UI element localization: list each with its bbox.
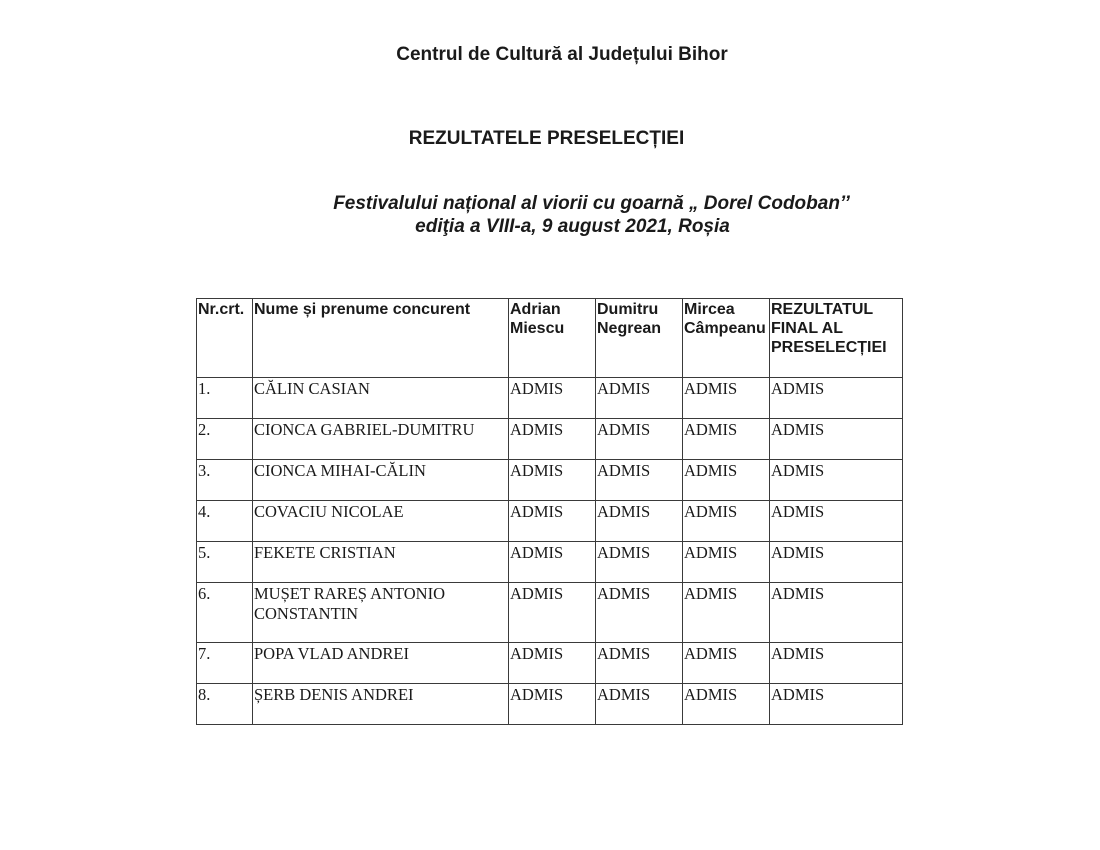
row-number: 8. [197,684,253,725]
judge-1-verdict: ADMIS [509,643,596,684]
results-table [196,298,903,725]
festival-name: Festivalului național al viorii cu goarnă „ Dorel Codoban’’ [333,193,850,214]
column-header-judge-1: Adrian Miescu [509,299,596,378]
final-result: ADMIS [770,501,903,542]
final-result: ADMIS [770,542,903,583]
table-row [197,643,903,684]
contestant-name: ȘERB DENIS ANDREI [253,684,509,725]
row-number: 6. [197,583,253,643]
table-row [197,542,903,583]
judge-3-verdict: ADMIS [683,460,770,501]
contestant-name: CIONCA MIHAI-CĂLIN [253,460,509,501]
final-result: ADMIS [770,583,903,643]
judge-2-verdict: ADMIS [596,460,683,501]
row-number: 1. [197,378,253,419]
judge-2-verdict: ADMIS [596,378,683,419]
contestant-name: CĂLIN CASIAN [253,378,509,419]
judge-2-verdict: ADMIS [596,583,683,643]
judge-2-verdict: ADMIS [596,501,683,542]
row-number: 3. [197,460,253,501]
judge-2-verdict: ADMIS [596,542,683,583]
table-row [197,460,903,501]
judge-2-verdict: ADMIS [596,643,683,684]
judge-1-verdict: ADMIS [509,419,596,460]
column-header-nr: Nr.crt. [197,299,253,378]
contestant-name: CIONCA GABRIEL-DUMITRU [253,419,509,460]
table-header-row [197,299,903,378]
judge-3-verdict: ADMIS [683,583,770,643]
judge-3-verdict: ADMIS [683,643,770,684]
contestant-name: POPA VLAD ANDREI [253,643,509,684]
contestant-name: MUȘET RAREȘ ANTONIO CONSTANTIN [253,583,509,643]
table-row [197,419,903,460]
judge-1-verdict: ADMIS [509,378,596,419]
institution-name: Centrul de Cultură al Județului Bihor [396,44,728,65]
table-row [197,684,903,725]
judge-1-verdict: ADMIS [509,583,596,643]
document-title: REZULTATELE PRESELECȚIEI [408,128,685,149]
final-result: ADMIS [770,419,903,460]
judge-3-verdict: ADMIS [683,684,770,725]
table-row [197,378,903,419]
column-header-judge-2: Dumitru Negrean [596,299,683,378]
judge-3-verdict: ADMIS [683,501,770,542]
judge-1-verdict: ADMIS [509,684,596,725]
judge-2-verdict: ADMIS [596,419,683,460]
judge-3-verdict: ADMIS [683,542,770,583]
table-row [197,583,903,643]
column-header-judge-3: Mircea Câmpeanu [683,299,770,378]
row-number: 4. [197,501,253,542]
table-row [197,501,903,542]
judge-1-verdict: ADMIS [509,501,596,542]
column-header-name: Nume și prenume concurent [253,299,509,378]
judge-1-verdict: ADMIS [509,542,596,583]
column-header-result: REZULTATUL FINAL AL PRESELECȚIEI [770,299,903,378]
final-result: ADMIS [770,460,903,501]
judge-2-verdict: ADMIS [596,684,683,725]
judge-3-verdict: ADMIS [683,378,770,419]
judge-1-verdict: ADMIS [509,460,596,501]
final-result: ADMIS [770,378,903,419]
final-result: ADMIS [770,643,903,684]
contestant-name: COVACIU NICOLAE [253,501,509,542]
festival-edition: ediţia a VIII-a, 9 august 2021, Roșia [415,216,730,237]
row-number: 2. [197,419,253,460]
row-number: 5. [197,542,253,583]
contestant-name: FEKETE CRISTIAN [253,542,509,583]
final-result: ADMIS [770,684,903,725]
row-number: 7. [197,643,253,684]
judge-3-verdict: ADMIS [683,419,770,460]
